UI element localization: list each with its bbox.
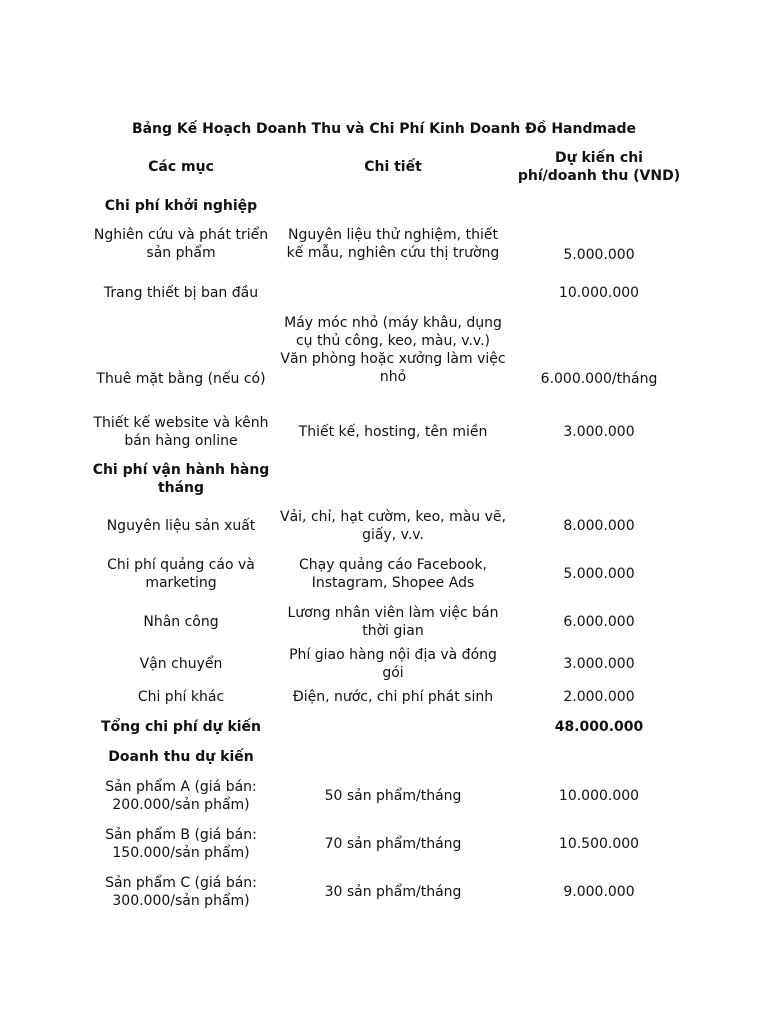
row-detail: Lương nhân viên làm việc bán thời gian <box>287 605 499 639</box>
table-row <box>88 408 686 456</box>
table-row <box>88 226 686 284</box>
row-detail: Vải, chỉ, hạt cườm, keo, màu vẽ, giấy, v.v. <box>280 509 506 543</box>
row-amount: 10.000.000 <box>558 285 640 301</box>
table-row <box>88 550 686 598</box>
table-row <box>88 682 686 712</box>
total-label: Tổng chi phí dự kiến <box>100 719 262 735</box>
row-amount: 5.000.000 <box>563 247 635 263</box>
header-row <box>88 148 686 186</box>
header-item: Các mục <box>148 159 214 175</box>
row-item: Thuê mặt bằng (nếu có) <box>96 371 266 387</box>
row-amount: 8.000.000 <box>563 518 635 534</box>
header-detail: Chi tiết <box>364 159 422 175</box>
table-row <box>88 772 686 820</box>
document-title: Bảng Kế Hoạch Doanh Thu và Chi Phí Kinh Doanh Đồ Handmade <box>131 121 637 137</box>
row-detail: Phí giao hàng nội địa và đóng gói <box>289 647 497 681</box>
row-amount: 3.000.000 <box>563 656 635 672</box>
row-amount: 3.000.000 <box>563 424 635 440</box>
row-item: Nguyên liệu sản xuất <box>106 518 256 534</box>
header-amount: Dự kiến chi phí/doanh thu (VND) <box>517 150 681 184</box>
row-detail: Thiết kế, hosting, tên miền <box>298 424 488 440</box>
row-amount: 10.000.000 <box>558 788 640 804</box>
table-row <box>88 502 686 550</box>
row-detail: Máy móc nhỏ (máy khâu, dụng cụ thủ công, keo, màu, v.v.) <box>284 315 502 349</box>
row-detail: Chạy quảng cáo Facebook, Instagram, Shopee Ads <box>298 557 488 591</box>
row-item: Chi phí khác <box>137 689 225 705</box>
row-item: Thiết kế website và kênh bán hàng online <box>93 415 269 449</box>
table-row <box>88 350 686 408</box>
row-amount: 10.500.000 <box>558 836 640 852</box>
table-row <box>88 598 686 646</box>
row-item: Trang thiết bị ban đầu <box>103 285 259 301</box>
row-amount: 6.000.000/tháng <box>540 371 658 387</box>
table-row <box>88 868 686 916</box>
section-title-operating: Chi phí vận hành hàng tháng <box>92 462 270 496</box>
row-item: Sản phẩm B (giá bán: 150.000/sản phẩm) <box>105 827 257 861</box>
row-detail: 30 sản phẩm/tháng <box>324 884 462 900</box>
row-item: Nghiên cứu và phát triển sản phẩm <box>93 227 269 261</box>
row-amount: 5.000.000 <box>563 566 635 582</box>
section-row-revenue <box>88 742 686 772</box>
row-item: Sản phẩm A (giá bán: 200.000/sản phẩm) <box>105 779 257 813</box>
row-item: Chi phí quảng cáo và marketing <box>107 557 255 591</box>
row-detail: Điện, nước, chi phí phát sinh <box>292 689 494 705</box>
section-title-revenue: Doanh thu dự kiến <box>108 749 254 765</box>
section-row-operating <box>88 456 686 502</box>
total-row <box>88 712 686 742</box>
table-row <box>88 284 686 350</box>
row-detail: 50 sản phẩm/tháng <box>324 788 462 804</box>
row-amount: 9.000.000 <box>563 884 635 900</box>
row-detail: Nguyên liệu thử nghiệm, thiết kế mẫu, nghiên cứu thị trường <box>286 227 500 261</box>
row-item: Nhân công <box>143 614 219 630</box>
row-item: Sản phẩm C (giá bán: 300.000/sản phẩm) <box>105 875 257 909</box>
section-row-startup <box>88 186 686 226</box>
row-item: Vận chuyển <box>139 656 223 672</box>
plan-table <box>88 148 686 916</box>
row-detail: Văn phòng hoặc xưởng làm việc nhỏ <box>280 351 506 385</box>
table-row <box>88 820 686 868</box>
section-title-startup: Chi phí khởi nghiệp <box>104 198 258 214</box>
row-amount: 2.000.000 <box>563 689 635 705</box>
table-row <box>88 646 686 682</box>
row-detail: 70 sản phẩm/tháng <box>324 836 462 852</box>
row-amount: 6.000.000 <box>563 614 635 630</box>
total-amount: 48.000.000 <box>554 719 644 735</box>
